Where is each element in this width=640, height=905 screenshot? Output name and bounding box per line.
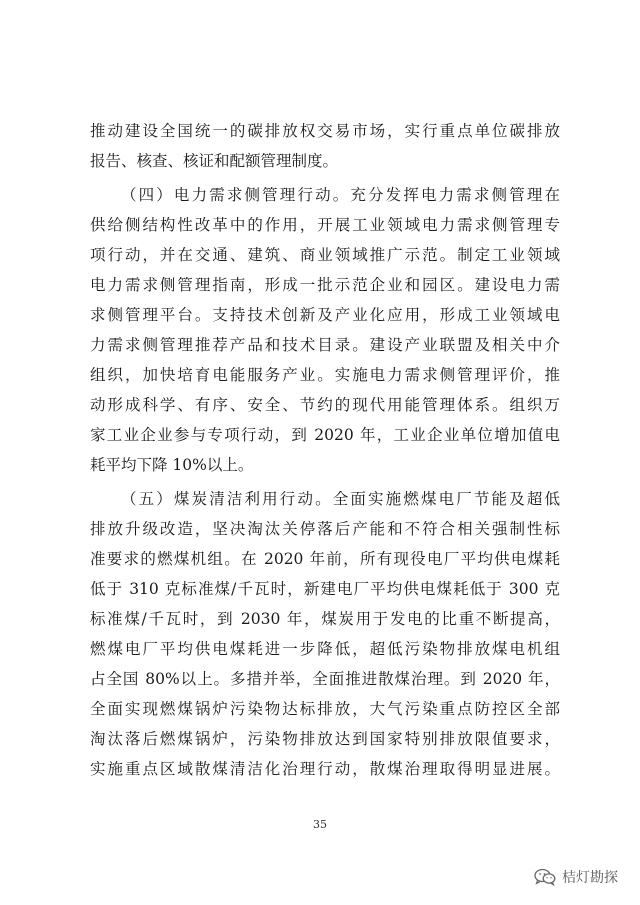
text-line: 供给侧结构性改革中的作用，开展工业领域电力需求侧管理专 [90, 216, 560, 234]
text-line: 标准煤/千瓦时，到 2030 年，煤炭用于发电的比重不断提高， [90, 610, 560, 628]
section-heading-line: （五）煤炭清洁利用行动。全面实施燃煤电厂节能及超低 [121, 490, 560, 508]
page-number: 35 [313, 818, 327, 831]
watermark [534, 867, 618, 887]
text-line: 排放升级改造，坚决淘汰关停落后产能和不符合相关强制性标 [90, 520, 560, 538]
text-line: 求侧管理平台。支持技术创新及产业化应用，形成工业领域电 [90, 306, 560, 324]
wechat-icon [534, 868, 556, 886]
text-line: 耗平均下降 10%以上。 [90, 456, 254, 474]
text-line: 力需求侧管理推荐产品和技术目录。建设产业联盟及相关中介 [90, 336, 560, 354]
text-line: 推动建设全国统一的碳排放权交易市场，实行重点单位碳排放 [90, 122, 560, 140]
text-line: 动形成科学、有序、安全、节约的现代用能管理体系。组织万 [90, 396, 560, 414]
text-line: 占全国 80%以上。多措并举，全面推进散煤治理。到 2020 年， [90, 670, 560, 688]
text-line: 全面实现燃煤锅炉污染物达标排放，大气污染重点防控区全部 [90, 700, 560, 718]
text-line: 报告、核查、核证和配额管理制度。 [90, 152, 339, 170]
text-line: 组织，加快培育电能服务产业。实施电力需求侧管理评价，推 [90, 366, 560, 384]
text-line: 项行动，并在交通、建筑、商业领域推广示范。制定工业领域 [90, 246, 560, 264]
text-line: 淘汰落后燃煤锅炉，污染物排放达到国家特别排放限值要求， [90, 730, 560, 748]
text-line: 准要求的燃煤机组。在 2020 年前，所有现役电厂平均供电煤耗 [90, 550, 560, 568]
text-line: 家工业企业参与专项行动，到 2020 年，工业企业单位增加值电 [90, 426, 560, 444]
text-line: 低于 310 克标准煤/千瓦时，新建电厂平均供电煤耗低于 300 克 [90, 580, 560, 598]
text-line: 电力需求侧管理指南，形成一批示范企业和园区。建设电力需 [90, 276, 560, 294]
text-line: 实施重点区域散煤清洁化治理行动，散煤治理取得明显进展。 [90, 760, 560, 778]
document-body [90, 116, 560, 784]
section-heading-line: （四）电力需求侧管理行动。充分发挥电力需求侧管理在 [121, 186, 560, 204]
watermark-text: 桔灯勘探 [562, 870, 618, 886]
text-line: 燃煤电厂平均供电煤耗进一步降低，超低污染物排放煤电机组 [90, 640, 560, 658]
